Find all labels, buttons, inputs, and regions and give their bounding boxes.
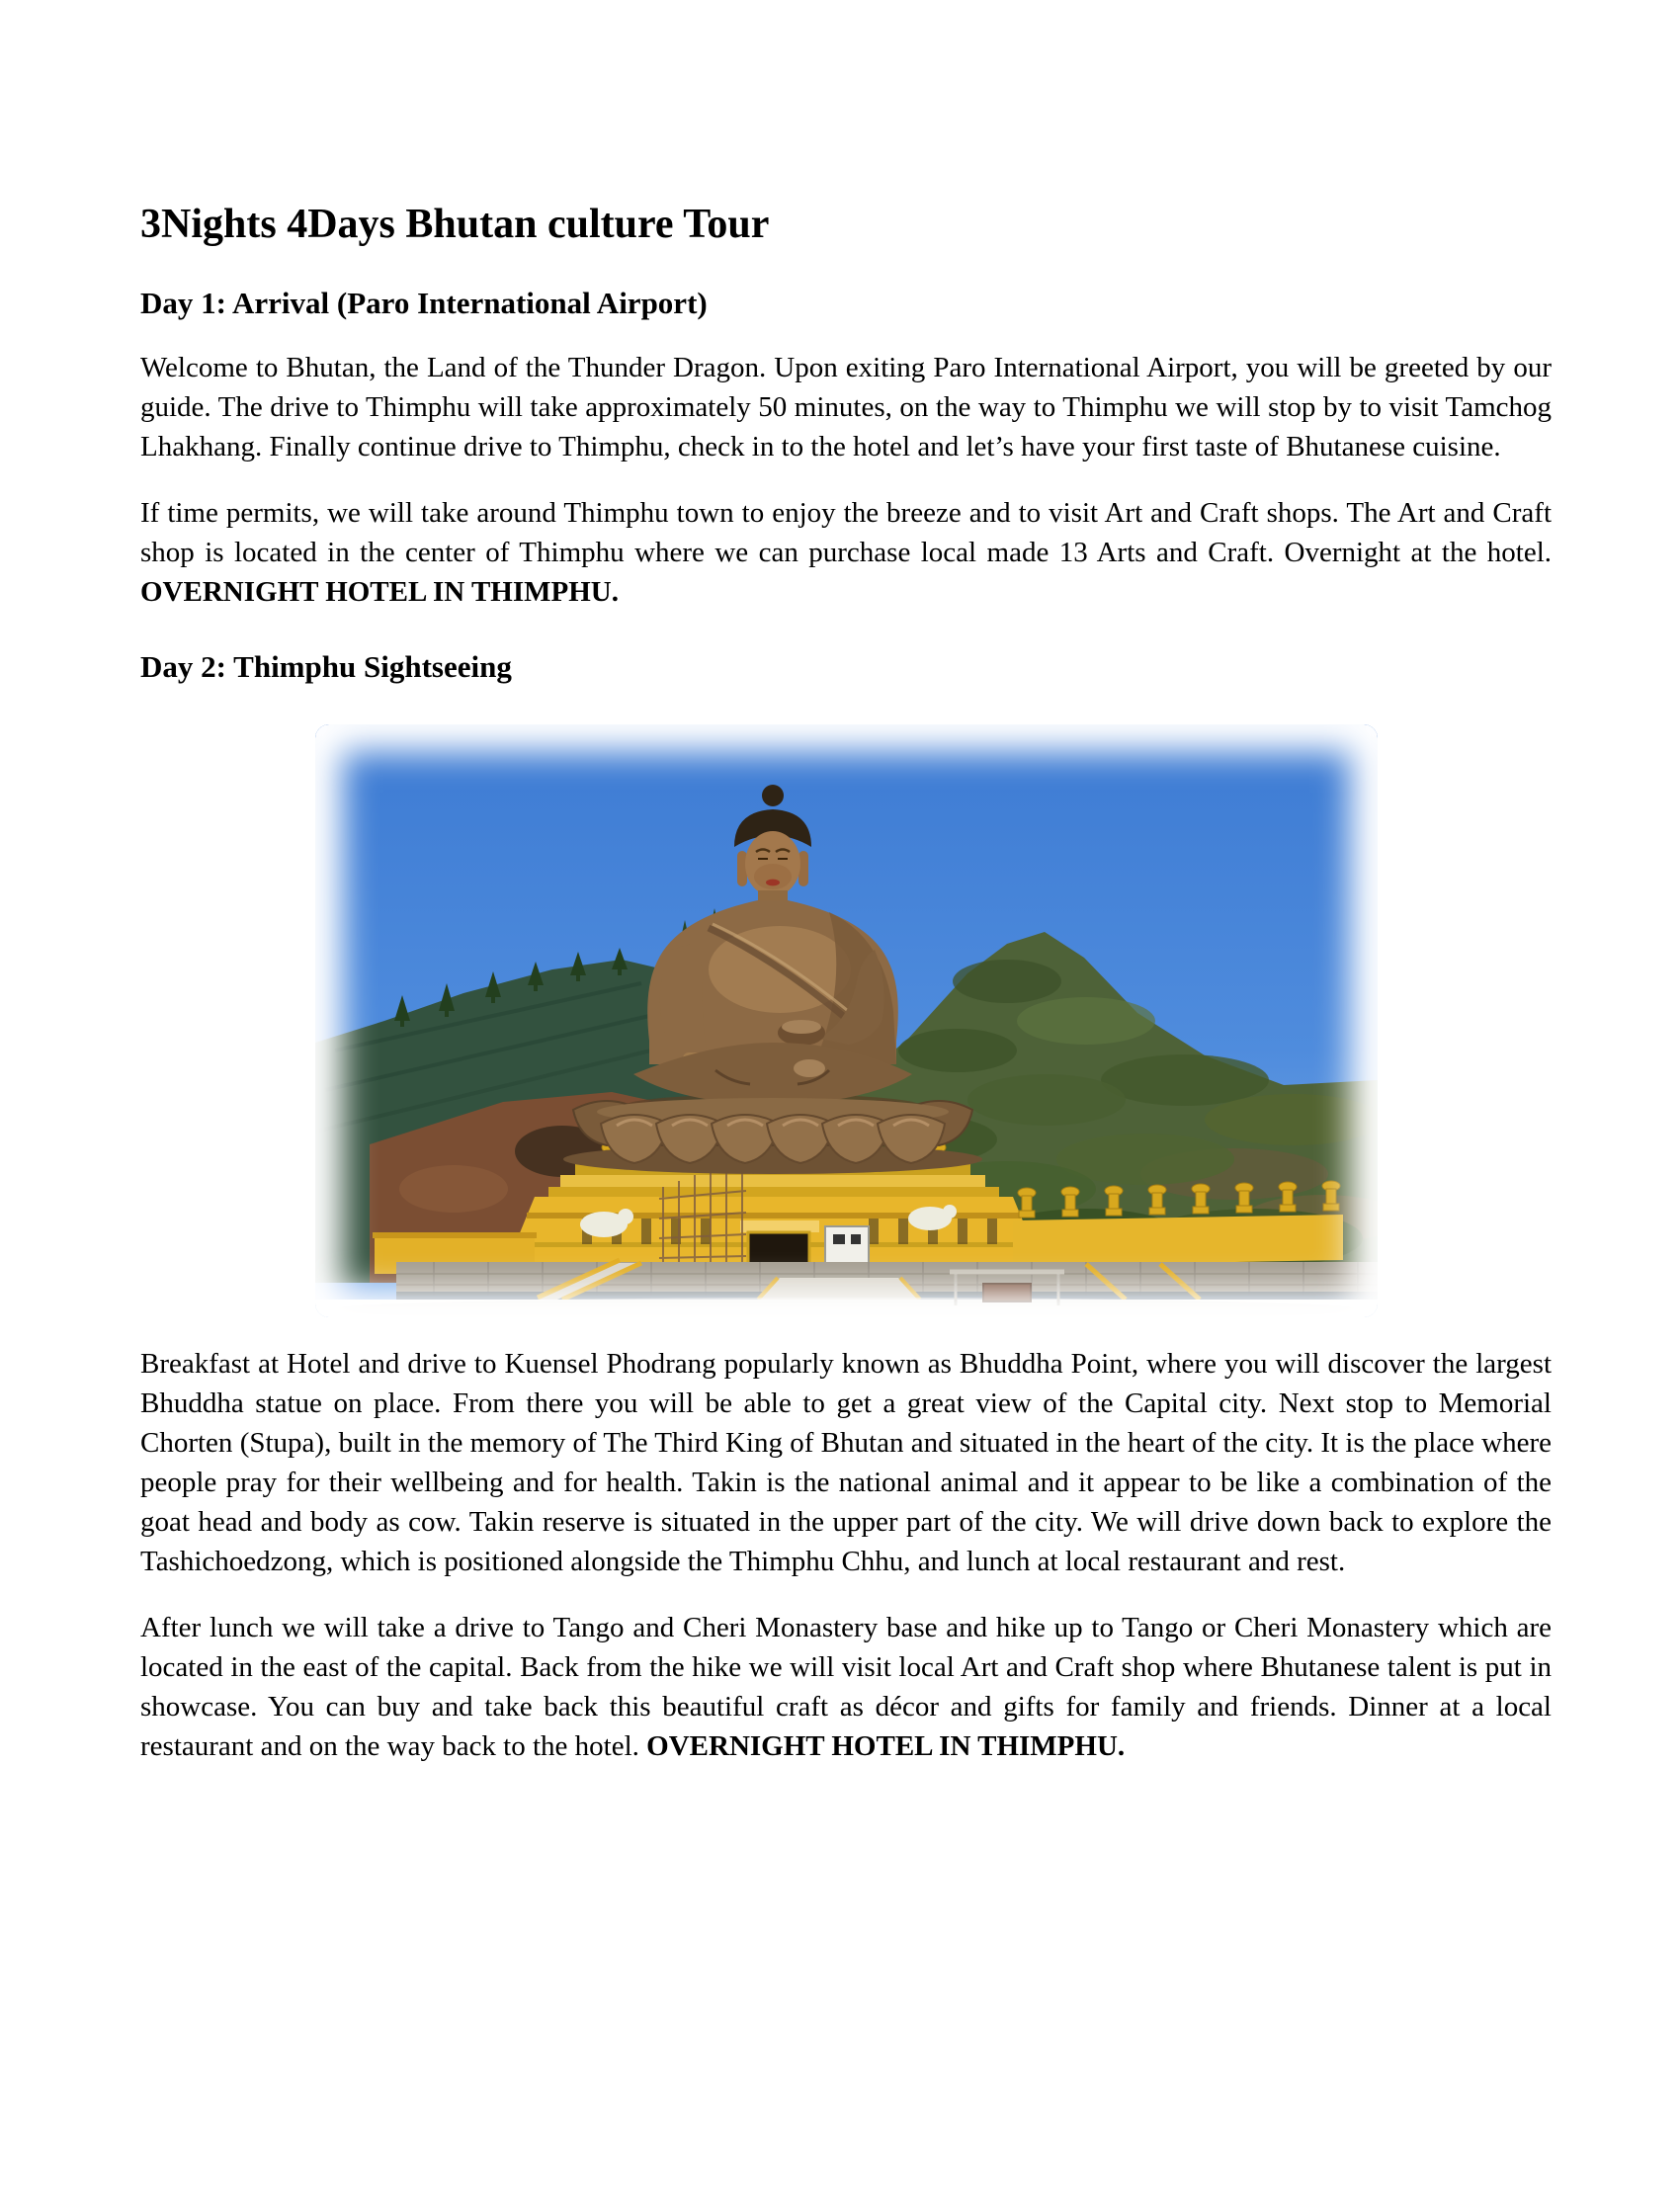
day2-overnight-note: OVERNIGHT HOTEL IN THIMPHU. xyxy=(646,1730,1126,1763)
day2-heading: Day 2: Thimphu Sightseeing xyxy=(140,649,512,685)
document-body xyxy=(140,0,1552,1766)
day1-overnight-note: OVERNIGHT HOTEL IN THIMPHU. xyxy=(140,576,619,609)
photo-stone-wall xyxy=(396,1260,1378,1300)
day1-heading: Day 1: Arrival (Paro International Airport) xyxy=(140,286,708,321)
buddha-point-photo-art xyxy=(315,724,1378,1317)
day1-paragraph-1: Welcome to Bhutan, the Land of the Thunder Dragon. Upon exiting Paro International Airport, you will be greeted by our guide. The drive to Thimphu will take approximately 50 minutes, on the way to Thimphu we will stop by to visit Tamchog Lhakhang. Finally continue drive to Thimphu, check in to the hotel and let’s have your first taste of Bhutanese cuisine. xyxy=(140,352,1552,463)
day2-paragraph-2 xyxy=(140,1608,1552,1766)
day2-paragraph-1: Breakfast at Hotel and drive to Kuensel Phodrang popularly known as Bhuddha Point, where you will discover the largest Bhuddha statue on place. From there you will be able to get a great view of the Capital city. Next stop to Memorial Chorten (Stupa), built in the memory of The Third King of Bhutan and situated in the heart of the city. It is the place where people pray for their wellbeing and for health. Takin is the national animal and it appear to be like a combination of the goat head and body as cow. Takin reserve is situated in the upper part of the city. We will drive down back to explore the Tashichoedzong, which is positioned alongside the Thimphu Chhu, and lunch at local restaurant and rest. xyxy=(140,1348,1552,1578)
day2-paragraph-2-text: After lunch we will take a drive to Tango and Cheri Monastery base and hike up to Tango or Cheri Monastery which are located in the east of the capital. Back from the hike we will visit local Art and Craft shop where Bhutanese talent is put in showcase. You can buy and take back this beautiful craft as décor and gifts for family and friends. Dinner at a local restaurant and on the way back to the hotel. xyxy=(140,1612,1552,1763)
buddha-point-photo xyxy=(315,724,1378,1317)
photo-lotus-throne xyxy=(563,1098,982,1174)
day1-paragraph-2 xyxy=(140,493,1552,612)
day1-paragraph-2-text: If time permits, we will take around Thimphu town to enjoy the breeze and to visit Art and Craft shops. The Art and Craft shop is located in the center of Thimphu where we can purchase local made 13 Arts and Craft. Overnight at the hotel. xyxy=(140,497,1552,569)
document-title: 3Nights 4Days Bhutan culture Tour xyxy=(140,202,770,247)
